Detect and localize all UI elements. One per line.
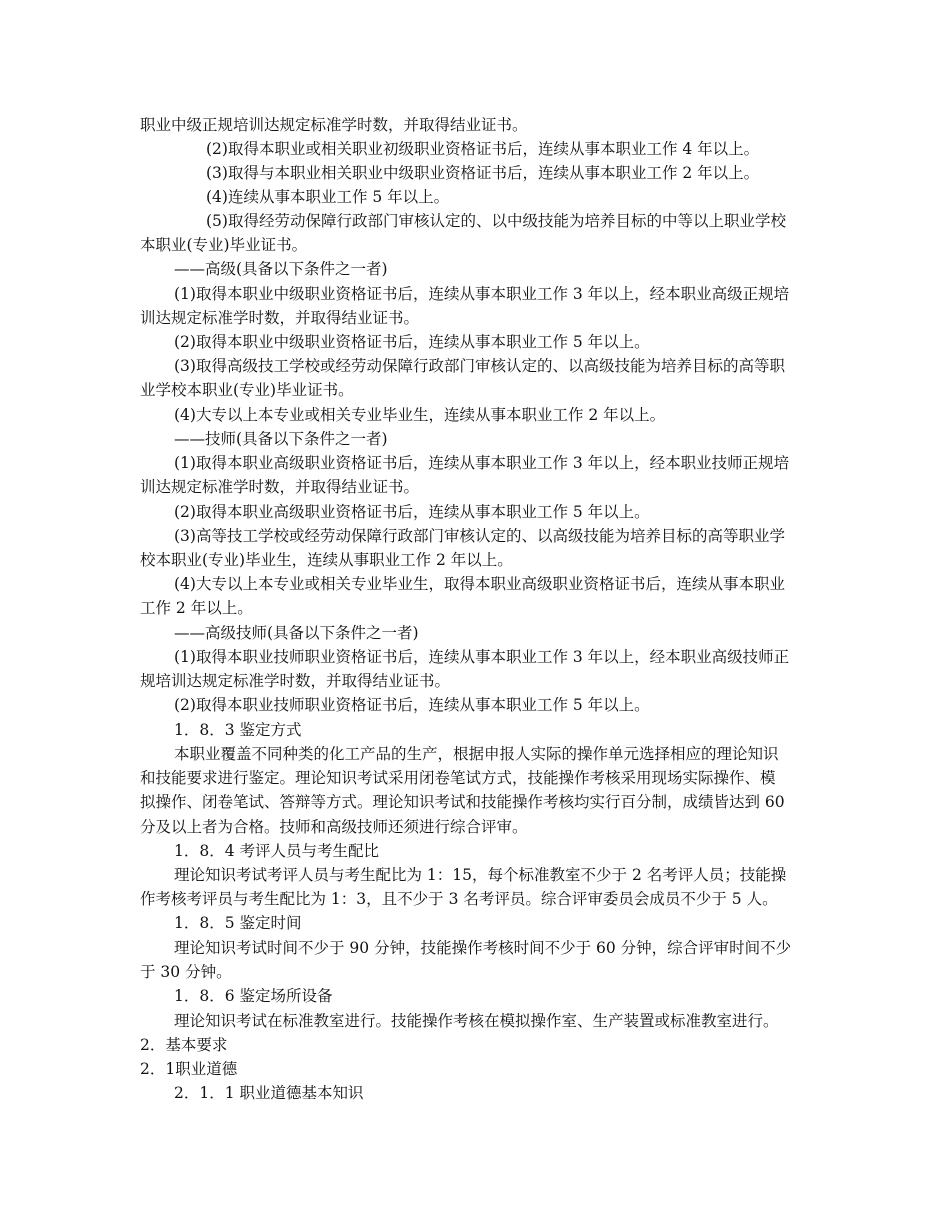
section-heading: 2．基本要求 bbox=[140, 1036, 228, 1054]
section-heading: 2．1职业道德 bbox=[140, 1060, 238, 1078]
text-line: (1)取得本职业中级职业资格证书后，连续从事本职业工作 3 年以上，经本职业高级正规培 bbox=[174, 285, 790, 303]
text-line: 理论知识考试时间不少于 90 分钟，技能操作考核时间不少于 60 分钟，综合评审时间不少 bbox=[174, 939, 792, 957]
section-heading: 1．8．5 鉴定时间 bbox=[174, 914, 302, 932]
text-line: (3)取得高级技工学校或经劳动保障行政部门审核认定的、以高级技能为培养目标的高等职 bbox=[174, 357, 785, 375]
text-line: 分及以上者为合格。技师和高级技师还须进行综合评审。 bbox=[140, 818, 528, 836]
text-line: 训达规定标准学时数，并取得结业证书。 bbox=[140, 478, 420, 496]
text-line: 职业中级正规培训达规定标准学时数，并取得结业证书。 bbox=[140, 116, 528, 134]
text-line: (4)大专以上本专业或相关专业毕业生，连续从事本职业工作 2 年以上。 bbox=[174, 406, 666, 424]
section-heading: 1．8．4 考评人员与考生配比 bbox=[174, 842, 380, 860]
text-line: 规培训达规定标准学时数，并取得结业证书。 bbox=[140, 672, 451, 690]
text-line: 工作 2 年以上。 bbox=[140, 599, 253, 617]
section-heading: 1．8．3 鉴定方式 bbox=[174, 721, 302, 739]
text-line: 于 30 分钟。 bbox=[140, 963, 232, 981]
text-line: 业学校本职业(专业)毕业证书。 bbox=[140, 381, 354, 399]
text-line: (2)取得本职业或相关职业初级职业资格证书后，连续从事本职业工作 4 年以上。 bbox=[206, 140, 760, 158]
text-line: 本职业(专业)毕业证书。 bbox=[140, 236, 308, 254]
text-line: (2)取得本职业中级职业资格证书后，连续从事本职业工作 5 年以上。 bbox=[174, 333, 650, 351]
text-line: 和技能要求进行鉴定。理论知识考试采用闭卷笔试方式，技能操作考核采用现场实际操作、模 bbox=[140, 769, 776, 787]
text-line: (1)取得本职业高级职业资格证书后，连续从事本职业工作 3 年以上，经本职业技师正规培 bbox=[174, 454, 790, 472]
text-line: (2)取得本职业高级职业资格证书后，连续从事本职业工作 5 年以上。 bbox=[174, 503, 650, 521]
text-line: (4)连续从事本职业工作 5 年以上。 bbox=[206, 188, 450, 206]
section-heading: 1．8．6 鉴定场所设备 bbox=[174, 987, 333, 1005]
text-line: 理论知识考试在标准教室进行。技能操作考核在模拟操作室、生产装置或标准教室进行。 bbox=[174, 1012, 779, 1030]
section-heading: ——高级技师(具备以下条件之一者) bbox=[174, 624, 419, 642]
text-line: (5)取得经劳动保障行政部门审核认定的、以中级技能为培养目标的中等以上职业学校 bbox=[206, 212, 786, 230]
text-line: 校本职业(专业)毕业生，连续从事职业工作 2 年以上。 bbox=[140, 551, 513, 569]
text-line: 训达规定标准学时数，并取得结业证书。 bbox=[140, 309, 420, 327]
text-line: (4)大专以上本专业或相关专业毕业生，取得本职业高级职业资格证书后，连续从事本职业 bbox=[174, 575, 785, 593]
text-line: 本职业覆盖不同种类的化工产品的生产，根据申报人实际的操作单元选择相应的理论知识 bbox=[174, 745, 779, 763]
text-line: (3)高等技工学校或经劳动保障行政部门审核认定的、以高级技能为培养目标的高等职业学 bbox=[174, 527, 785, 545]
section-heading: ——技师(具备以下条件之一者) bbox=[174, 430, 388, 448]
text-line: (1)取得本职业技师职业资格证书后，连续从事本职业工作 3 年以上，经本职业高级技师正 bbox=[174, 648, 790, 666]
text-line: 拟操作、闭卷笔试、答辩等方式。理论知识考试和技能操作考核均实行百分制，成绩皆达到 60 bbox=[140, 793, 785, 811]
text-line: 理论知识考试考评人员与考生配比为 1：15，每个标准教室不少于 2 名考评人员；技能操 bbox=[174, 866, 787, 884]
section-heading: ——高级(具备以下条件之一者) bbox=[174, 260, 388, 278]
text-line: (3)取得与本职业相关职业中级职业资格证书后，连续从事本职业工作 2 年以上。 bbox=[206, 164, 760, 182]
text-line: (2)取得本职业技师职业资格证书后，连续从事本职业工作 5 年以上。 bbox=[174, 696, 650, 714]
text-line: 作考核考评员与考生配比为 1：3，且不少于 3 名考评员。综合评审委员会成员不少于 5 人。 bbox=[140, 890, 778, 908]
section-heading: 2．1．1 职业道德基本知识 bbox=[174, 1084, 364, 1102]
